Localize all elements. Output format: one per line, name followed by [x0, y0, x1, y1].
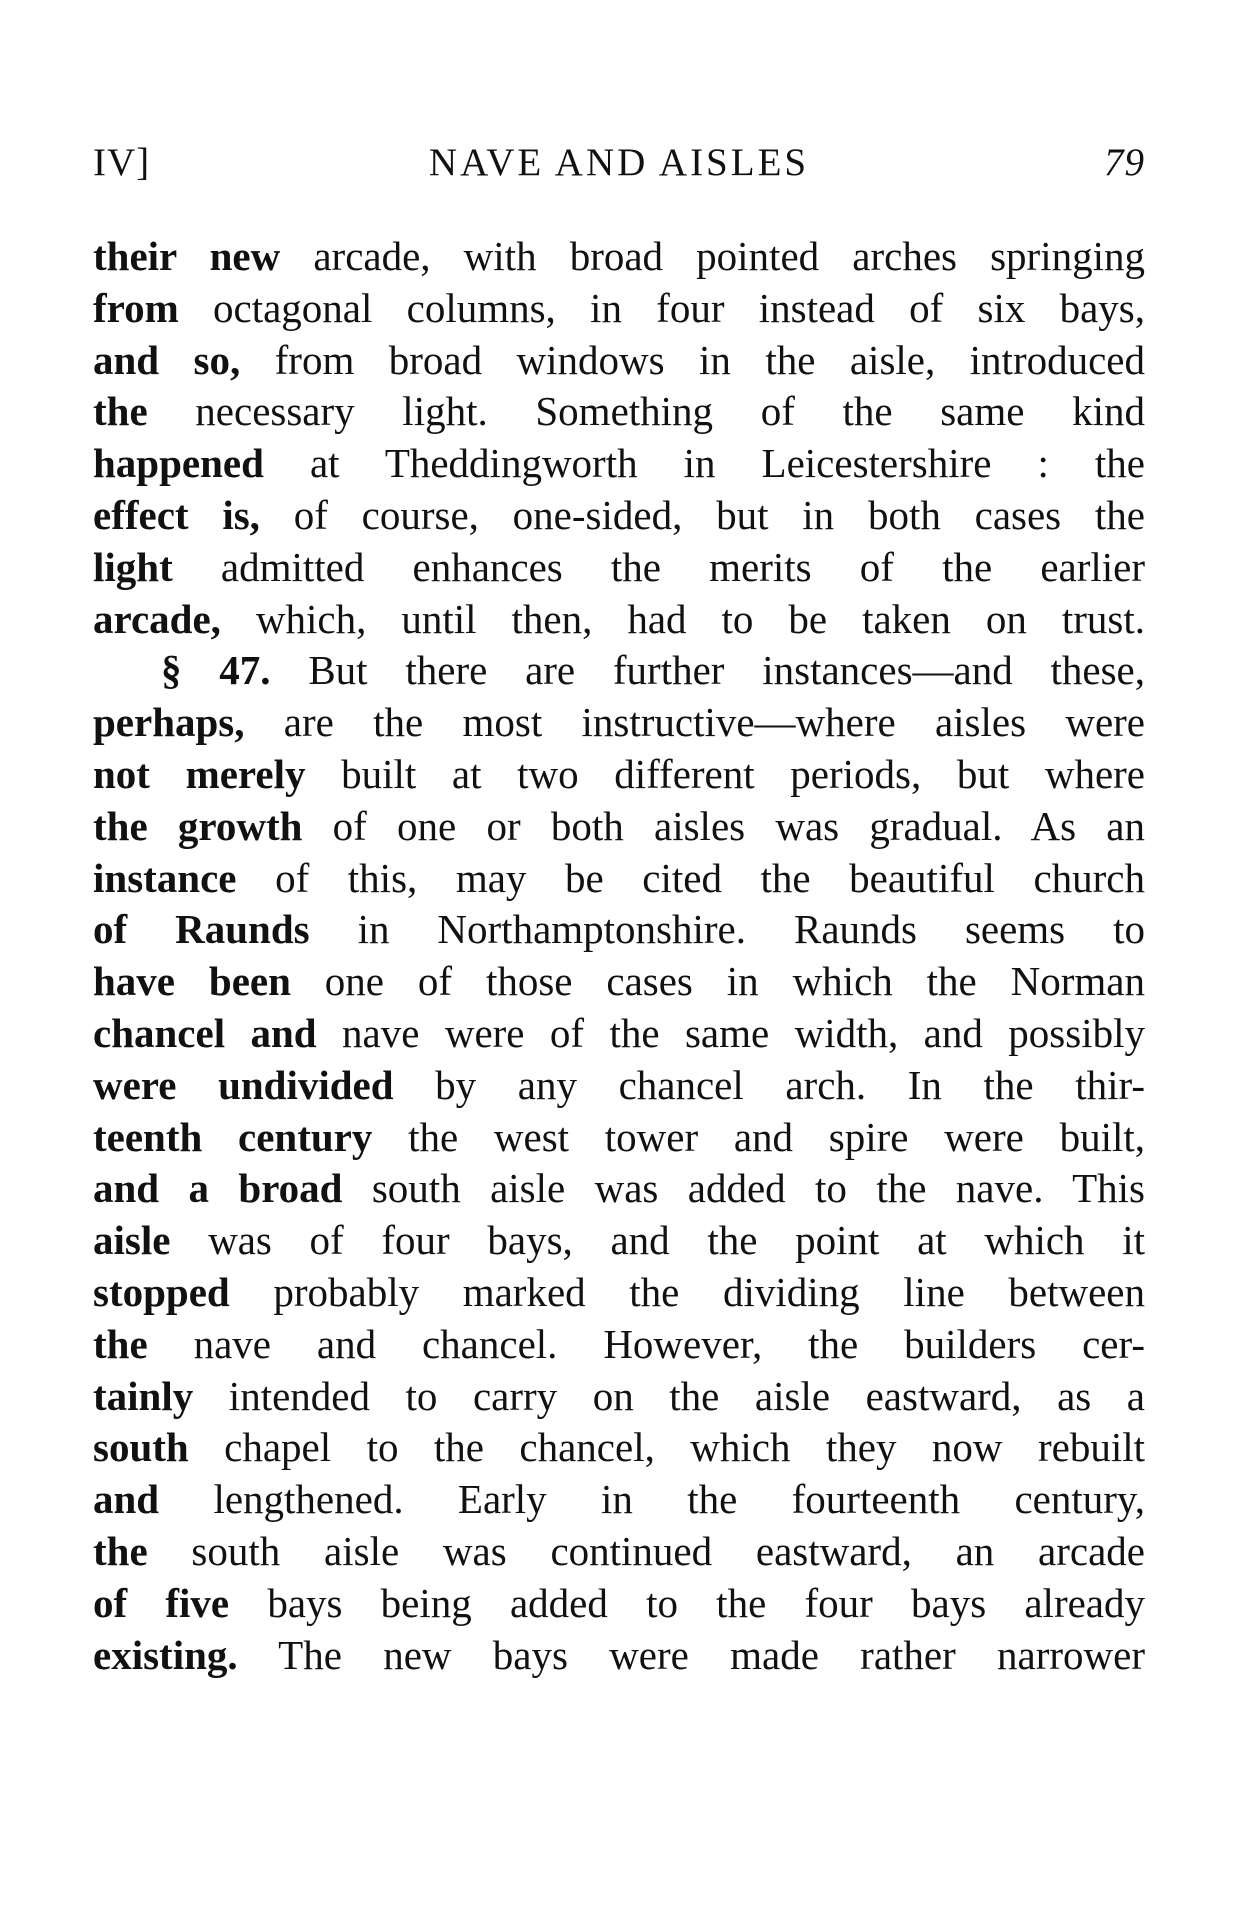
- text-line-rest: by any chancel arch. In the thir-: [393, 1061, 1145, 1108]
- text-line: [93, 594, 1145, 646]
- text-line: [93, 490, 1145, 542]
- text-line-rest: south aisle was added to the nave. This: [342, 1165, 1145, 1212]
- text-line: [93, 1215, 1145, 1267]
- text-line: [93, 283, 1145, 335]
- text-line: [93, 1630, 1145, 1682]
- body-text: [93, 231, 1145, 1681]
- text-line-rest: south aisle was continued eastward, an arcade: [147, 1527, 1145, 1574]
- text-line: [93, 1371, 1145, 1423]
- text-line-bold: effect is,: [93, 491, 260, 538]
- text-line-rest: octagonal columns, in four instead of six bays,: [178, 284, 1145, 331]
- text-line-bold: chancel and: [93, 1009, 317, 1056]
- text-line-rest: of course, one-sided, but in both cases the: [259, 491, 1145, 538]
- text-line: [93, 1422, 1145, 1474]
- text-line-bold: stopped: [93, 1268, 230, 1315]
- text-line: [93, 542, 1145, 594]
- text-line: [93, 645, 1145, 697]
- text-line-rest: The new bays were made rather narrower: [237, 1631, 1145, 1678]
- text-line-rest: lengthened. Early in the fourteenth century,: [159, 1476, 1145, 1523]
- text-line: [93, 853, 1145, 905]
- text-line-bold: and so,: [93, 336, 241, 383]
- text-line: [93, 1060, 1145, 1112]
- text-line-rest: bays being added to the four bays already: [229, 1579, 1145, 1626]
- text-line-rest: was of four bays, and the point at which it: [170, 1217, 1145, 1264]
- text-line-rest: of this, may be cited the beautiful church: [236, 854, 1145, 901]
- text-line-bold: of Raunds: [93, 906, 310, 953]
- text-line-rest: chapel to the chancel, which they now rebuilt: [188, 1424, 1145, 1471]
- text-line-bold: and: [93, 1476, 160, 1523]
- text-line-bold: instance: [93, 854, 237, 901]
- text-line-bold: tainly: [93, 1372, 194, 1419]
- text-line-rest: necessary light. Something of the same kind: [147, 388, 1145, 435]
- text-line-rest: built at two different periods, but where: [305, 750, 1146, 797]
- text-line-bold: the: [93, 1527, 148, 1574]
- text-line-rest: intended to carry on the aisle eastward, as a: [193, 1372, 1145, 1419]
- text-line-bold: and a broad: [93, 1165, 343, 1212]
- text-line-rest: nave were of the same width, and possibly: [316, 1009, 1145, 1056]
- running-head: [93, 140, 1145, 190]
- text-line: [93, 1526, 1145, 1578]
- text-line-rest: the west tower and spire were built,: [372, 1113, 1145, 1160]
- text-line-rest: probably marked the dividing line between: [229, 1268, 1145, 1315]
- text-line-rest: of one or both aisles was gradual. As an: [302, 802, 1145, 849]
- text-line-rest: admitted enhances the merits of the earlier: [172, 543, 1145, 590]
- text-line-bold: teenth century: [93, 1113, 373, 1160]
- text-line: [93, 801, 1145, 853]
- text-line-bold: happened: [93, 440, 264, 487]
- text-line-bold: existing.: [93, 1631, 238, 1678]
- page-number: 79: [1104, 141, 1145, 184]
- text-line-bold: their new: [93, 233, 281, 279]
- text-line-bold: were undivided: [93, 1061, 394, 1108]
- text-line: [93, 1163, 1145, 1215]
- text-line: [93, 1578, 1145, 1630]
- text-line: [93, 335, 1145, 387]
- text-line: [93, 956, 1145, 1008]
- text-line-bold: the: [93, 388, 148, 435]
- text-line-bold: § 47.: [161, 647, 271, 694]
- text-line-bold: not merely: [93, 750, 306, 797]
- text-line-rest: But there are further instances—and these,: [270, 647, 1145, 694]
- text-line-rest: at Theddingworth in Leicestershire : the: [263, 440, 1145, 487]
- text-line-rest: from broad windows in the aisle, introduced: [240, 336, 1145, 383]
- text-line: [93, 1112, 1145, 1164]
- text-line-bold: light: [93, 543, 173, 590]
- text-line-bold: the growth: [93, 802, 303, 849]
- text-line-bold: aisle: [93, 1217, 171, 1264]
- text-line-bold: of five: [93, 1579, 230, 1626]
- text-line-bold: perhaps,: [93, 699, 245, 746]
- chapter-number: IV]: [93, 141, 151, 184]
- text-line: [93, 386, 1145, 438]
- running-title: NAVE AND AISLES: [428, 141, 810, 184]
- text-line: [93, 904, 1145, 956]
- text-line: [93, 1474, 1145, 1526]
- text-line-rest: one of those cases in which the Norman: [290, 958, 1146, 1005]
- text-line-bold: south: [93, 1424, 189, 1471]
- text-line-rest: nave and chancel. However, the builders cer-: [147, 1320, 1145, 1367]
- text-line-rest: arcade, with broad pointed arches springing: [280, 233, 1145, 279]
- text-line: [93, 697, 1145, 749]
- text-line-bold: from: [93, 284, 179, 331]
- text-line: [93, 231, 1145, 283]
- text-line: [93, 749, 1145, 801]
- text-line: [93, 1008, 1145, 1060]
- text-line-bold: arcade,: [93, 595, 221, 642]
- text-line-rest: which, until then, had to be taken on trust.: [220, 595, 1145, 642]
- text-line-bold: the: [93, 1320, 148, 1367]
- text-line-rest: in Northamptonshire. Raunds seems to: [309, 906, 1145, 953]
- text-line-rest: are the most instructive—where aisles were: [244, 699, 1145, 746]
- text-line: [93, 438, 1145, 490]
- text-line-bold: have been: [93, 958, 291, 1005]
- text-line: [93, 1319, 1145, 1371]
- text-line: [93, 1267, 1145, 1319]
